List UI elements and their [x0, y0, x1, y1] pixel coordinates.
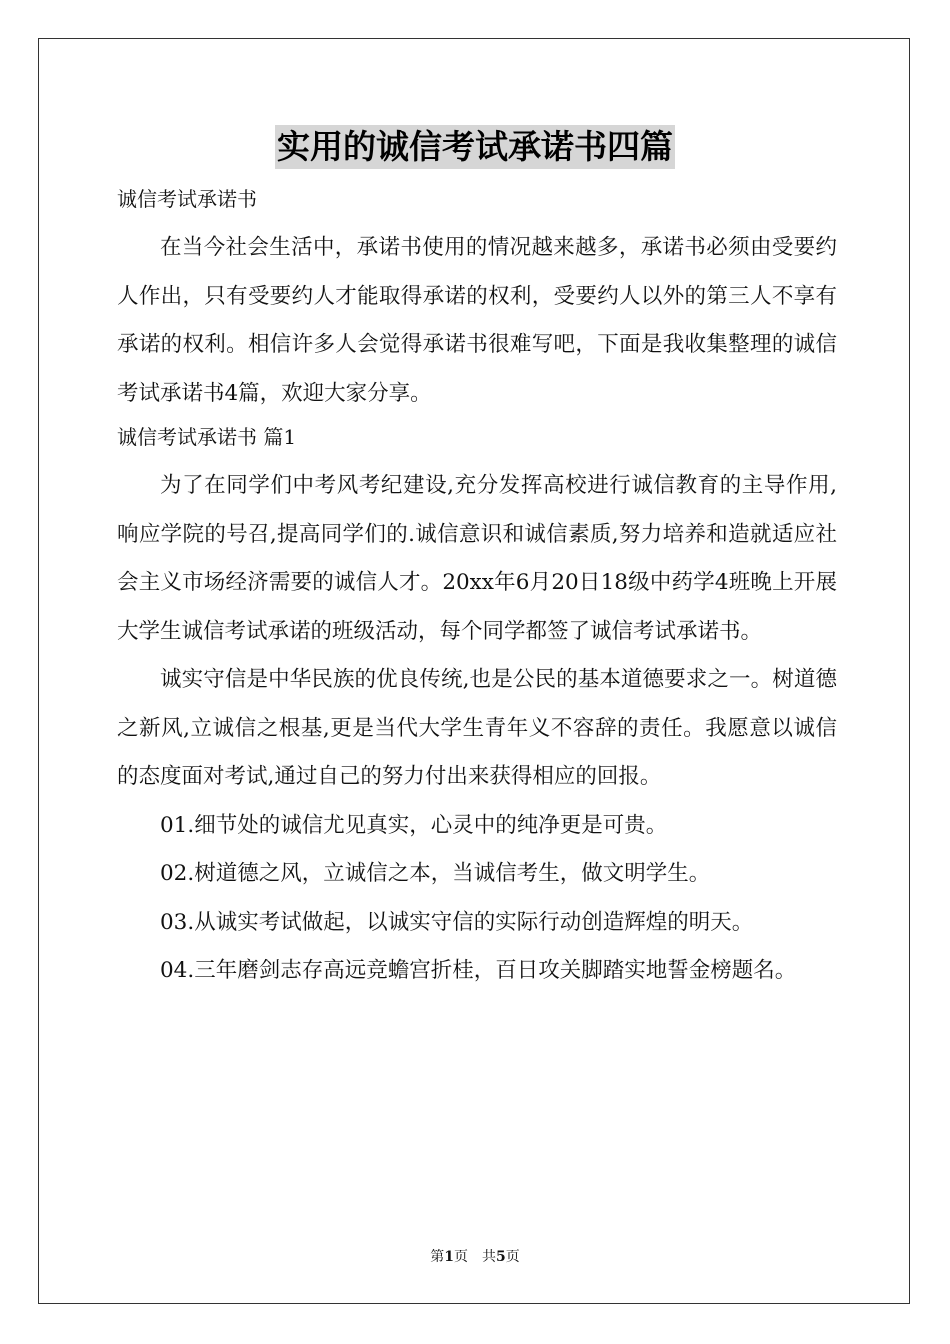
- total-page-number: 5: [496, 1249, 506, 1265]
- page-label-suffix: 页: [505, 1249, 520, 1265]
- page-footer: [0, 1247, 950, 1267]
- document-body: [117, 180, 837, 996]
- current-page-number: 1: [444, 1249, 454, 1265]
- body-paragraph-2: 诚实守信是中华民族的优良传统,也是公民的基本道德要求之一。树道德之新风,立诚信之根基,更是当代大学生青年义不容辞的责任。我愿意以诚信的态度面对考试,通过自己的努力付出来获得相应的回报。: [117, 667, 837, 789]
- list-item-2: 02.树道德之风，立诚信之本，当诚信考生，做文明学生。: [160, 861, 711, 886]
- section-heading: 诚信考试承诺书: [117, 187, 257, 211]
- list-item-4: 04.三年磨剑志存高远竞蟾宫折桂，百日攻关脚踏实地誓金榜题名。: [160, 958, 797, 983]
- list-item-1: 01.细节处的诚信尤见真实，心灵中的纯净更是可贵。: [160, 812, 668, 838]
- intro-paragraph: 在当今社会生活中，承诺书使用的情况越来越多，承诺书必须由受要约人作出，只有受要约人才能取得承诺的权利，受要约人以外的第三人不享有承诺的权利。相信许多人会觉得承诺书很难写吧，下面是我收集整理的诚信考试承诺书4篇，欢迎大家分享。: [117, 235, 837, 406]
- document-title: 实用的诚信考试承诺书四篇: [275, 125, 675, 169]
- list-item-3: 03.从诚实考试做起，以诚实守信的实际行动创造辉煌的明天。: [160, 909, 754, 935]
- section-heading-part-1: 诚信考试承诺书 篇1: [117, 425, 297, 449]
- body-paragraph-1: 为了在同学们中考风考纪建设,充分发挥高校进行诚信教育的主导作用,响应学院的号召,提高同学们的.诚信意识和诚信素质,努力培养和造就适应社会主义市场经济需要的诚信人才。20xx年6月20日18级中药学4班晚上开展大学生诚信考试承诺的班级活动，每个同学都签了诚信考试承诺书。: [117, 473, 837, 644]
- page-label-mid: 页 共: [454, 1249, 496, 1265]
- page-label-prefix: 第: [430, 1249, 445, 1265]
- title-container: [0, 125, 950, 169]
